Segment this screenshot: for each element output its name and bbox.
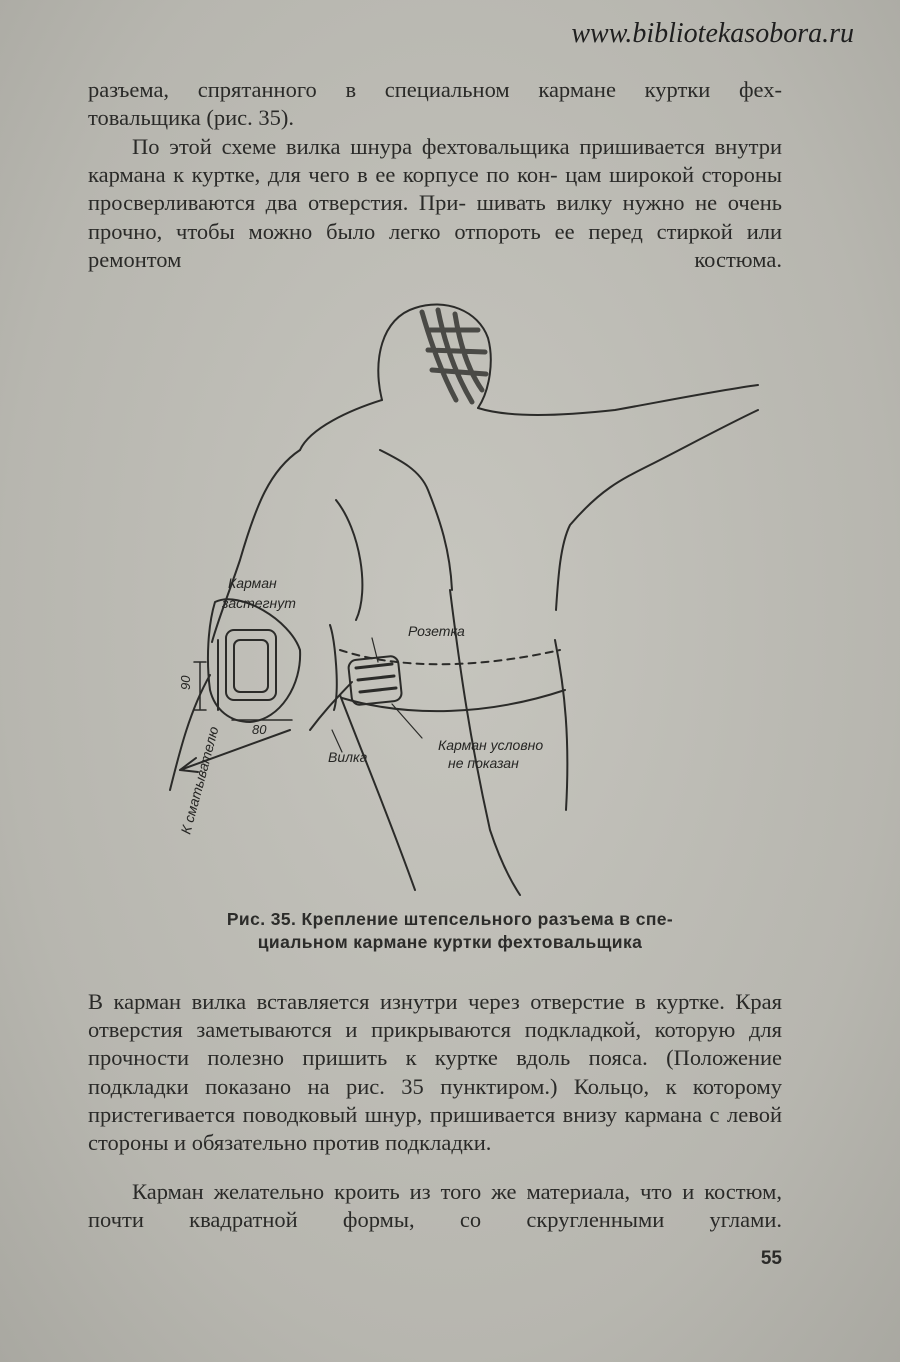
dim-80-text: 80 bbox=[252, 722, 267, 737]
paragraph-3-line-3: подкладкой, которую для прочности полезно пришить к bbox=[88, 1017, 783, 1071]
paragraph-2-line-3: цам широкой стороны просверливаются два отверстия. При- bbox=[88, 162, 783, 216]
label-pocket-closed-1: Карман bbox=[228, 575, 277, 591]
paragraph-3-line-4: куртке вдоль пояса. (Положение подкладки показано на bbox=[88, 1045, 783, 1099]
label-to-reel: К сматывателю bbox=[177, 724, 222, 836]
watermark-url: www.bibliotekasobora.ru bbox=[571, 18, 854, 49]
label-pocket-hidden-1: Карман условно bbox=[438, 737, 544, 753]
caption-line-2: циальном кармане куртки фехтовальщика bbox=[257, 932, 643, 952]
paragraph-2-line-1: По этой схеме вилка шнура фехтовальщика пришивается bbox=[132, 134, 705, 159]
label-plug: Вилка bbox=[328, 749, 368, 765]
paragraph-2-line-5: легко отпороть ее перед стиркой или ремонтом костюма. bbox=[88, 218, 783, 272]
label-pocket-closed-2: застегнут bbox=[222, 595, 296, 611]
caption-line-1: Рис. 35. Крепление штепсельного разъема в спе- bbox=[226, 909, 674, 929]
paragraph-2 bbox=[88, 133, 782, 274]
paragraph-3-line-6: поводковый шнур, пришивается внизу кармана с левой bbox=[242, 1101, 783, 1127]
plug-inner-icon bbox=[234, 640, 268, 692]
paragraph-3 bbox=[88, 988, 782, 1157]
paragraph-3-line-5: рис. 35 пунктиром.) Кольцо, к которому пристегивается bbox=[88, 1073, 783, 1127]
paragraph-4-line-1: Карман желательно кроить из того же материала, что bbox=[132, 1179, 673, 1204]
waist-belt bbox=[342, 690, 565, 711]
paragraph-4 bbox=[88, 1178, 782, 1234]
plug-cord bbox=[310, 682, 352, 730]
figure-fencer-back bbox=[160, 290, 760, 900]
paragraph-1 bbox=[88, 76, 782, 132]
paragraph-2-line-2: внутри кармана к куртке, для чего в ее корпусе по кон- bbox=[88, 134, 783, 188]
socket-icon bbox=[348, 656, 402, 706]
right-arm-outline bbox=[556, 410, 758, 610]
paragraph-3-line-7: стороны и обязательно против подкладки. bbox=[88, 1130, 492, 1156]
left-blade bbox=[336, 500, 362, 620]
page-number: 55 bbox=[760, 1248, 782, 1269]
shoulder-line bbox=[300, 385, 758, 450]
paragraph-1-line-2: товальщика (рис. 35). bbox=[88, 105, 294, 131]
socket-detail bbox=[356, 664, 396, 692]
paragraph-1-line-1: разъема, спрятанного в специальном кармане куртки фех- bbox=[88, 77, 782, 102]
spine-line bbox=[380, 450, 452, 590]
label-socket: Розетка bbox=[408, 623, 465, 639]
paragraph-4-line-2: и костюм, почти квадратной формы, со скругленными углами. bbox=[88, 1179, 783, 1233]
lower-left-body bbox=[340, 695, 415, 890]
label-pocket-hidden-2: не показан bbox=[448, 755, 519, 771]
lower-right-body bbox=[555, 640, 567, 810]
paragraph-2-line-4: шивать вилку нужно не очень прочно, чтобы можно было bbox=[88, 190, 782, 244]
left-side-line bbox=[330, 625, 337, 710]
paragraph-3-line-2: куртке. Края отверстия заметываются и прикрываются bbox=[88, 989, 782, 1043]
pocket-closed-icon bbox=[208, 599, 300, 722]
paragraph-3-line-1: В карман вилка вставляется изнутри через отверстие в bbox=[88, 989, 646, 1014]
figure-caption bbox=[150, 908, 750, 954]
dim-90-text: 90 bbox=[178, 675, 193, 690]
hair-icon bbox=[422, 310, 486, 402]
left-arm-outline bbox=[212, 450, 300, 642]
